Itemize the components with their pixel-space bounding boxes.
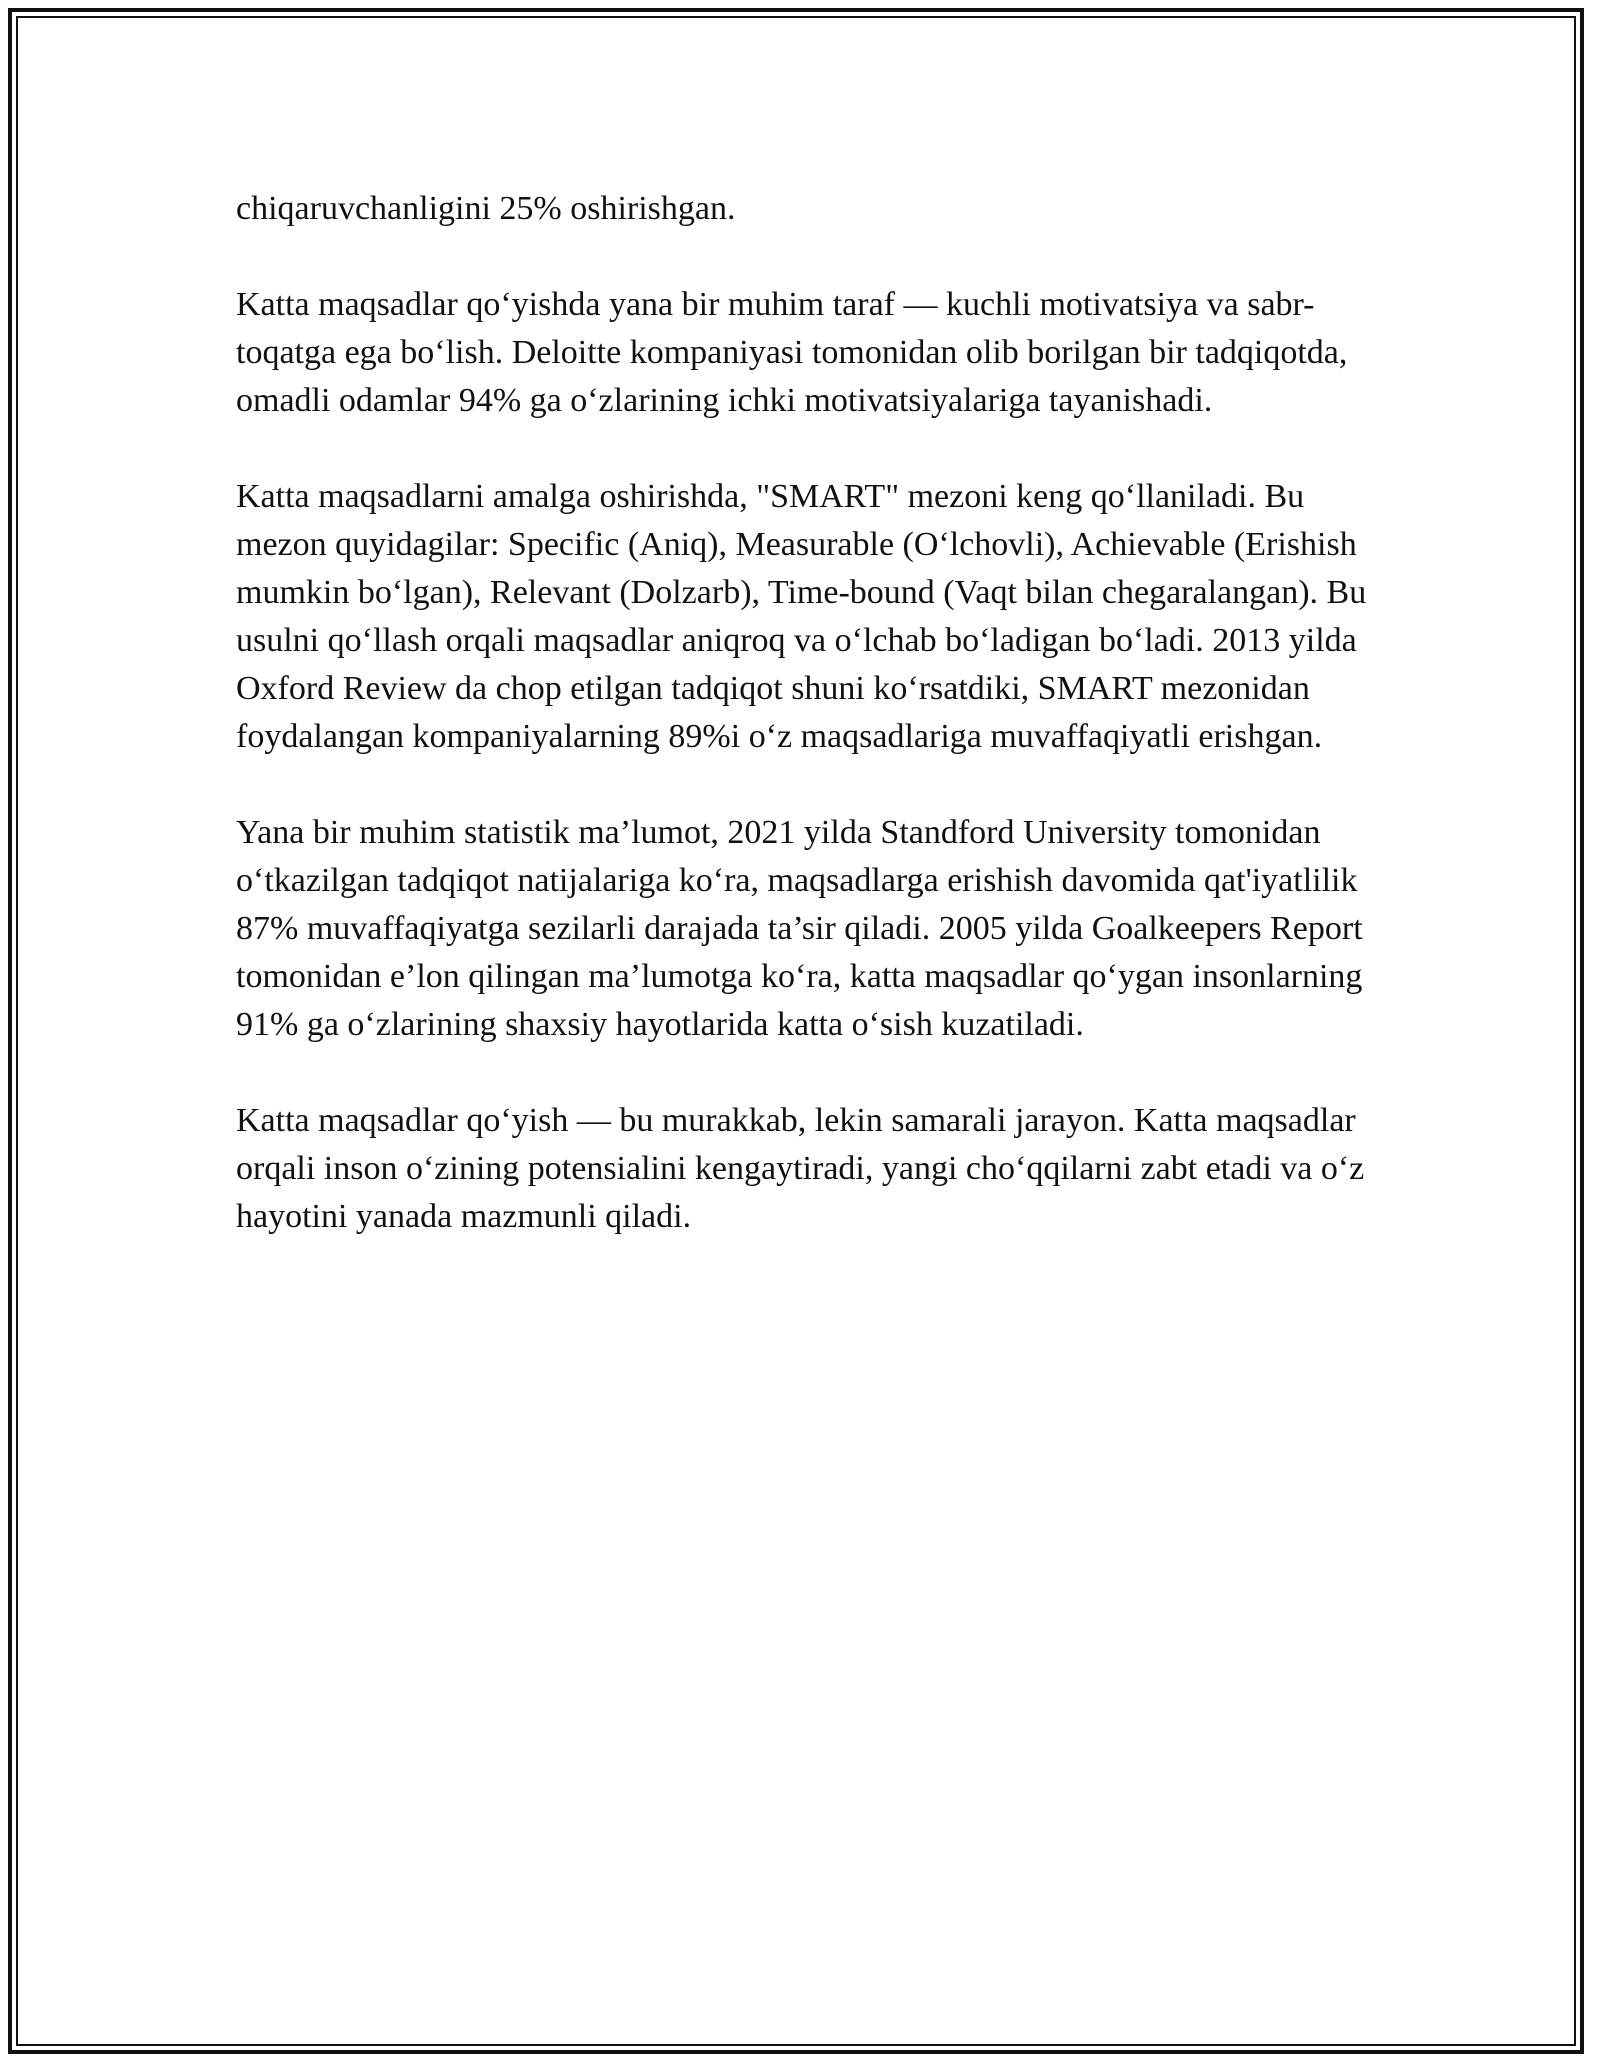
paragraph-motivation: Katta maqsadlar qo‘yishda yana bir muhim taraf — kuchli motivatsiya va sabr-toqatga ega bo‘lish. Deloitte kompaniyasi tomonidan olib borilgan bir tadqiqotda, omadli odamlar 94% ga o‘zlarining ichki motivatsiyalariga tayanishadi. xyxy=(236,286,1348,419)
paragraph-smart-criteria: Katta maqsadlarni amalga oshirishda, "SMART" mezoni keng qo‘llaniladi. Bu mezon quyidagilar: Specific (Aniq), Measurable (O‘lchovli), Achievable (Erishish mumkin bo‘lgan), Relevant (Dolzarb), Time-bound (Vaqt bilan chegaralangan). Bu usulni qo‘llash orqali maqsadlar aniqroq va o‘lchab bo‘ladigan bo‘ladi. 2013 yilda Oxford Review da chop etilgan tadqiqot shuni ko‘rsatdiki, SMART mezonidan foydalangan kompaniyalarning 89%i o‘z maqsadlariga muvaffaqiyatli erishgan. xyxy=(236,478,1367,755)
paragraph-productivity: chiqaruvchanligini 25% oshirishgan. xyxy=(236,190,736,227)
document-body xyxy=(236,185,1396,1289)
paragraph-statistics: Yana bir muhim statistik ma’lumot, 2021 yilda Standford University tomonidan o‘tkazilgan tadqiqot natijalariga ko‘ra, maqsadlarga erishish davomida qat'iyatlilik 87% muvaffaqiyatga sezilarli darajada ta’sir qiladi. 2005 yilda Goalkeepers Report tomonidan e’lon qilingan ma’lumotga ko‘ra, katta maqsadlar qo‘ygan insonlarning 91% ga o‘zlarining shaxsiy hayotlarida katta o‘sish kuzatiladi. xyxy=(236,814,1363,1043)
paragraph-conclusion: Katta maqsadlar qo‘yish — bu murakkab, lekin samarali jarayon. Katta maqsadlar orqali inson o‘zining potensialini kengaytiradi, yangi cho‘qqilarni zabt etadi va o‘z hayotini yanada mazmunli qiladi. xyxy=(236,1102,1365,1235)
